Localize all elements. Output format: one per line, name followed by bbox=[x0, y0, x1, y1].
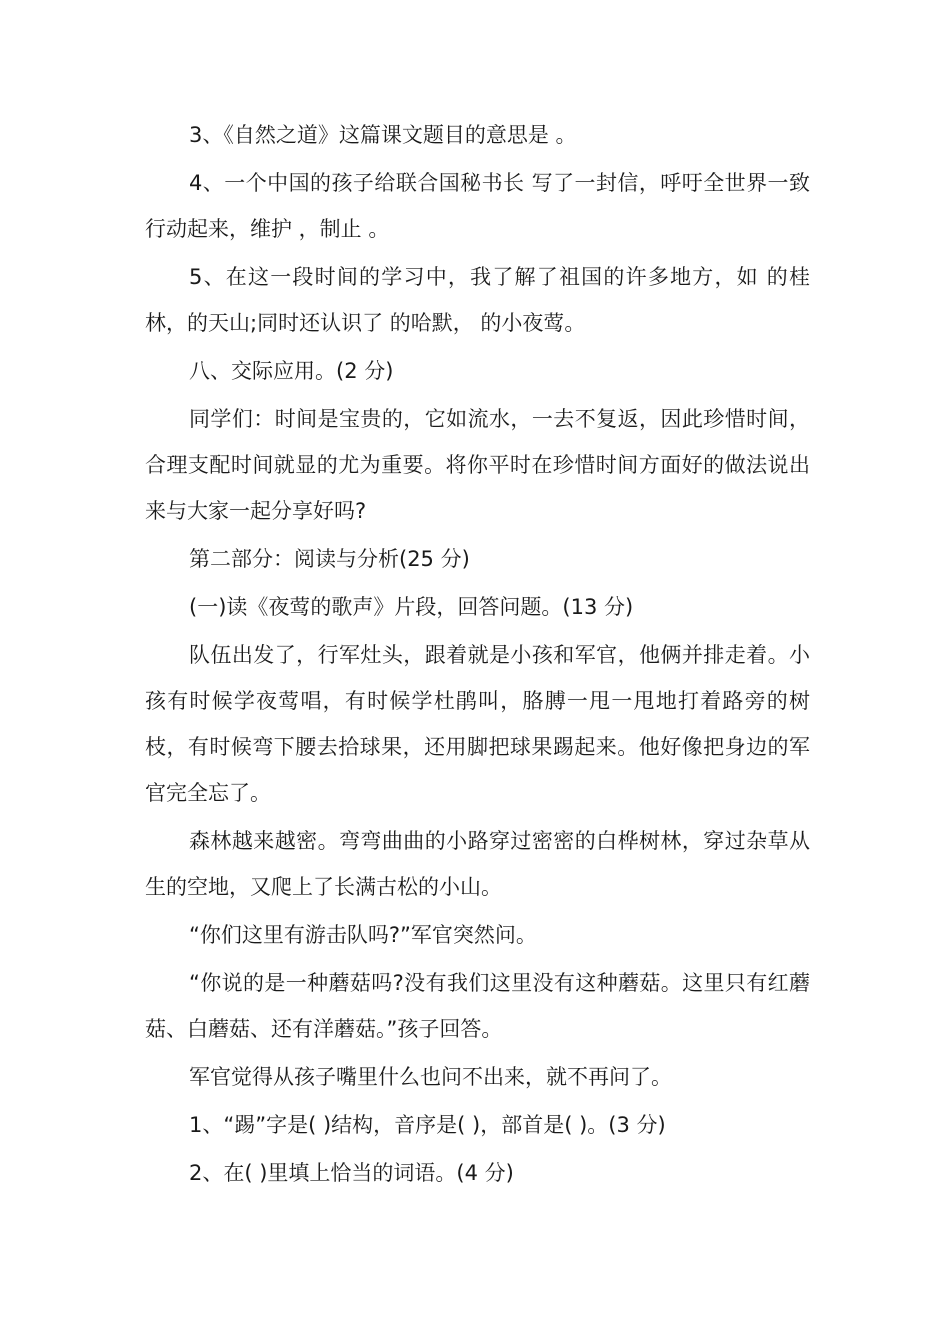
passage-dialogue: “你说的是一种蘑菇吗?没有我们这里没有这种蘑菇。这里只有红蘑菇、白蘑菇、还有洋蘑菇。”孩子回答。 bbox=[145, 971, 810, 1041]
question-4: 4、一个中国的孩子给联合国秘书长 写了一封信，呼吁全世界一致行动起来，维护 ，制止 。 bbox=[145, 171, 810, 241]
passage-paragraph: 军官觉得从孩子嘴里什么也问不出来，就不再问了。 bbox=[189, 1065, 672, 1089]
question-3: 3、《自然之道》这篇课文题目的意思是 。 bbox=[189, 123, 577, 147]
reading-question-1: 1、“踢”字是( )结构，音序是( )，部首是( )。(3 分) bbox=[189, 1113, 666, 1137]
passage-paragraph: 森林越来越密。弯弯曲曲的小路穿过密密的白桦树林，穿过杂草从生的空地，又爬上了长满古松的小山。 bbox=[145, 829, 810, 899]
passage-dialogue: “你们这里有游击队吗?”军官突然问。 bbox=[189, 923, 537, 947]
reading-question-2: 2、在( )里填上恰当的词语。(4 分) bbox=[189, 1161, 514, 1185]
section-heading-communication: 八、交际应用。(2 分) bbox=[189, 359, 394, 383]
reading-one-heading: (一)读《夜莺的歌声》片段，回答问题。(13 分) bbox=[189, 595, 634, 619]
passage-paragraph: 队伍出发了，行军灶头，跟着就是小孩和军官，他俩并排走着。小孩有时候学夜莺唱，有时候学杜鹃叫，胳膊一甩一甩地打着路旁的树枝，有时候弯下腰去拾球果，还用脚把球果踢起来。他好像把身边的军官完全忘了。 bbox=[145, 643, 810, 805]
communication-prompt: 同学们：时间是宝贵的，它如流水，一去不复返，因此珍惜时间，合理支配时间就显的尤为重要。将你平时在珍惜时间方面好的做法说出来与大家一起分享好吗? bbox=[145, 407, 810, 523]
part-two-heading: 第二部分：阅读与分析(25 分) bbox=[189, 547, 470, 571]
question-5: 5、在这一段时间的学习中，我了解了祖国的许多地方，如 的桂林，的天山;同时还认识了 的哈默， 的小夜莺。 bbox=[145, 265, 810, 335]
document-body bbox=[145, 112, 810, 1198]
